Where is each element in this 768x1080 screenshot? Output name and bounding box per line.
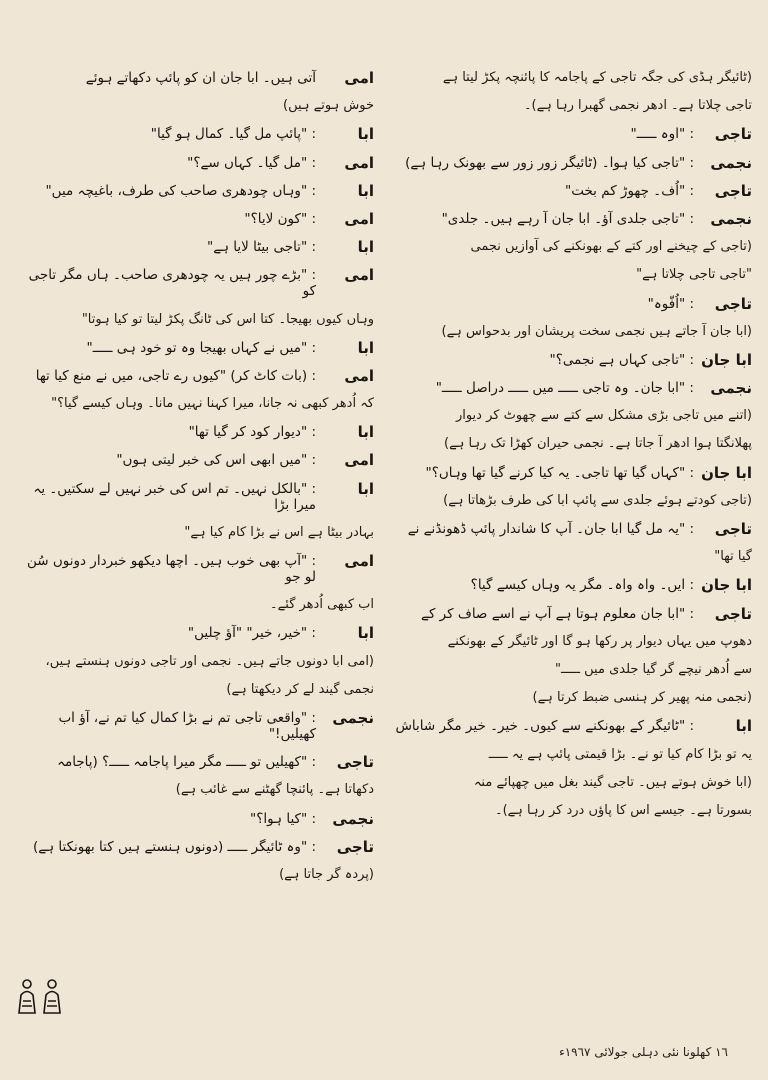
dialogue-text: : "اُف۔ چھوڑ کم بخت" [565, 182, 694, 199]
dialogue-line [14, 682, 374, 698]
dialogue-text: : "تاجی بیٹا لایا ہے" [206, 239, 316, 256]
stage-direction: (تاجی کودتے ہوئے جلدی سے پائپ ابا کی طرف بڑھاتا ہے) [443, 492, 752, 508]
speaker-name: تاجی [714, 125, 752, 144]
stage-direction: خوش ہوتے ہیں) [283, 98, 374, 114]
dialogue-line [14, 597, 374, 613]
dialogue-text: : "ابا جان۔ وہ تاجی ـــــ میں ـــــ دراصل ـــــ" [435, 380, 694, 397]
dialogue-text: آتی ہیں۔ ابا جان ان کو پائپ دکھاتے ہوئے [85, 70, 316, 86]
speaker-name: نجمی [332, 809, 374, 828]
stage-direction: (نجمی منہ پھیر کر ہنسی ضبط کرتا ہے) [532, 690, 752, 706]
dialogue-line [14, 396, 374, 412]
dialogue-line [14, 70, 374, 86]
speaker-name: تاجی [714, 604, 752, 623]
stage-direction: بہادر بیٹا ہے اس نے بڑا کام کیا ہے" [184, 524, 374, 540]
dialogue-text: : "تاجی کیا ہوا۔ (ٹائیگر زور زور سے بھونک رہا ہے) [405, 154, 694, 171]
stage-direction: (پردہ گر جاتا ہے) [279, 866, 374, 882]
stage-direction: (ٹائیگر ہڈی کی جگہ تاجی کے پاجامہ کا پائنچہ پکڑ لیتا ہے [442, 70, 752, 85]
speaker-name: ابا [357, 624, 374, 643]
left-column [14, 70, 374, 1000]
dialogue-line [392, 267, 752, 283]
dialogue-text: : "مل گیا۔ کہاں سے؟" [187, 154, 316, 171]
speaker-name: ابا [357, 125, 374, 144]
stage-direction: وہاں کیوں بھیجا۔ کتا اس کی ٹانگ پکڑ لیتا تو کیا ہوتا" [81, 311, 374, 327]
speaker-name: ابا [357, 338, 374, 357]
stage-direction: "تاجی تاجی چلاتا ہے" [636, 267, 752, 283]
speaker-name: تاجی [336, 753, 374, 772]
speaker-name: ابا [357, 238, 374, 257]
stage-direction: اب کبھی اُدھر گئے۔ [270, 597, 374, 613]
speaker-name: امی [344, 451, 374, 470]
dialogue-line [392, 803, 752, 819]
two-figures-ornament-icon [14, 975, 66, 1015]
dialogue-line [14, 525, 374, 541]
dialogue-text: : "وہاں چودھری صاحب کی طرف، باغیچہ میں" [45, 182, 316, 199]
dialogue-line [392, 155, 752, 171]
dialogue-line [392, 296, 752, 312]
dialogue-text: : (بات کاٹ کر) "کیوں رے تاجی، میں نے منع کیا تھا [35, 367, 316, 384]
speaker-name: تاجی [714, 294, 752, 313]
dialogue-text: : "ٹائیگر کے بھونکنے سے کیوں۔ خیر۔ خیر مگر شاباش [395, 718, 694, 735]
speaker-name: ابا جان [701, 350, 752, 369]
speaker-name: امی [344, 69, 374, 87]
dialogue-line [14, 481, 374, 513]
dialogue-text: : "کون لایا؟" [244, 210, 316, 227]
dialogue-line [14, 654, 374, 670]
speaker-name: نجمی [332, 708, 374, 727]
dialogue-text: : "آپ بھی خوب ہیں۔ اچھا دیکھو خبردار دونوں سُن لو جو [26, 553, 316, 585]
stage-direction: دکھاتا ہے۔ پائنچا گھٹنے سے غائب ہے) [175, 782, 374, 798]
speaker-name: نجمی [710, 153, 752, 172]
dialogue-line [14, 710, 374, 742]
dialogue-text: : "تاجی کہاں ہے نجمی؟" [549, 351, 694, 368]
stage-direction: (ابا جان آ جاتے ہیں نجمی سخت پریشان اور بدحواس ہے) [441, 323, 752, 339]
dialogue-line [14, 211, 374, 227]
dialogue-text: : "بڑے چور ہیں یہ چودھری صاحب۔ ہاں مگر تاجی کو [28, 267, 316, 300]
dialogue-line [392, 408, 752, 424]
speaker-name: امی [344, 366, 374, 385]
dialogue-text: : "بالکل نہیں۔ تم اس کی خبر نہیں لے سکتیں۔ یہ میرا بڑا [33, 480, 316, 513]
dialogue-text: : "وہ ٹائیگر ـــــ (دونوں ہنستے ہیں کتا بھونکتا ہے) [33, 838, 316, 855]
stage-direction: دھوپ میں یہاں دیوار پر رکھا ہو گا اور ٹائیگر کے بھونکنے [447, 633, 752, 649]
speaker-name: امی [344, 209, 374, 228]
dialogue-line [14, 811, 374, 827]
dialogue-line [392, 634, 752, 650]
dialogue-line [392, 211, 752, 227]
speaker-name: ابا [357, 479, 374, 498]
dialogue-line [14, 625, 374, 641]
dialogue-line [392, 521, 752, 537]
dialogue-line [14, 839, 374, 855]
dialogue-line [14, 754, 374, 770]
dialogue-line [392, 70, 752, 86]
dialogue-line [392, 324, 752, 340]
dialogue-line [392, 126, 752, 142]
dialogue-line [392, 465, 752, 481]
stage-direction: یہ تو بڑا کام کیا تو نے۔ بڑا قیمتی پائپ ہے یہ ـــــ [488, 746, 752, 762]
stage-direction: پھلانگتا ہوا ادھر آ جاتا ہے۔ نجمی حیران کھڑا تک رہا ہے) [444, 436, 752, 452]
stage-direction: (اتنے میں تاجی بڑی مشکل سے کتے سے چھوٹ کر دیوار [455, 408, 752, 424]
dialogue-line [14, 183, 374, 199]
speaker-name: امی [344, 552, 374, 570]
dialogue-text: : "کھیلیں تو ـــــ مگر میرا پاجامہ ـــــ؟ (پاجامہ [57, 754, 316, 771]
dialogue-text: : "اوہ ـــــ" [630, 126, 694, 143]
stage-direction: گیا تھا" [714, 549, 752, 565]
dialogue-line [392, 183, 752, 199]
dialogue-text: : "ابا جان معلوم ہوتا ہے آپ نے اسے صاف کر کے [421, 605, 694, 622]
dialogue-line [392, 549, 752, 565]
stage-direction: تاجی چلاتا ہے۔ ادھر نجمی گھبرا رہا ہے)۔ [523, 98, 752, 114]
dialogue-line [392, 690, 752, 706]
stage-direction: بسورتا ہے۔ جیسے اس کا پاؤں درد کر رہا ہے)۔ [494, 802, 752, 818]
speaker-name: ابا [357, 423, 374, 442]
dialogue-line [14, 155, 374, 171]
dialogue-text: : "خیر، خیر" "آؤ چلیں" [187, 625, 316, 642]
dialogue-line [14, 867, 374, 883]
dialogue-text: : "پائپ مل گیا۔ کمال ہو گیا" [150, 126, 316, 143]
dialogue-line [14, 98, 374, 114]
dialogue-line [392, 662, 752, 678]
speaker-name: تاجی [714, 181, 752, 200]
dialogue-line [392, 239, 752, 255]
dialogue-line [14, 368, 374, 384]
dialogue-line [14, 340, 374, 356]
dialogue-line [392, 747, 752, 763]
speaker-name: تاجی [336, 837, 374, 856]
dialogue-line [392, 718, 752, 734]
dialogue-line [14, 267, 374, 299]
dialogue-line [14, 126, 374, 142]
stage-direction: (ابا خوش ہوتے ہیں۔ تاجی گیند بغل میں چھپائے منہ [473, 774, 752, 790]
speaker-name: ابا جان [701, 576, 752, 595]
dialogue-line [14, 553, 374, 585]
page-footer: ١٦ کھلونا نئی دہلی جولائی ١٩٦٧ء [559, 1045, 728, 1059]
speaker-name: ابا جان [701, 463, 752, 482]
speaker-name: ابا [735, 717, 752, 736]
speaker-name: امی [344, 266, 374, 285]
dialogue-line [392, 352, 752, 368]
speaker-name: تاجی [714, 520, 752, 538]
speaker-name: نجمی [710, 379, 752, 398]
speaker-name: نجمی [710, 209, 752, 228]
dialogue-text: : "یہ مل گیا ابا جان۔ آپ کا شاندار پائپ ڈھونڈنے نے [407, 521, 694, 537]
dialogue-line [14, 239, 374, 255]
dialogue-text: : "واقعی تاجی تم نے بڑا کمال کیا تم نے، آؤ اب کھیلیں!" [58, 709, 316, 742]
dialogue-line [14, 452, 374, 468]
dialogue-text: : "تاجی جلدی آؤ۔ ابا جان آ رہے ہیں۔ جلدی" [441, 210, 694, 227]
stage-direction: (امی ابا دونوں جاتے ہیں۔ نجمی اور تاجی دونوں ہنستے ہیں، [45, 653, 374, 669]
stage-direction: سے اُدھر نیچے گر گیا جلدی میں ـــــ" [555, 661, 752, 677]
stage-direction: نجمی گیند لے کر دیکھتا ہے) [226, 681, 374, 697]
speaker-name: ابا [357, 181, 374, 200]
right-column [392, 70, 752, 1000]
dialogue-text: : "کہاں گیا تھا تاجی۔ یہ کیا کرنے گیا تھا وہاں؟" [425, 464, 694, 481]
dialogue-text: : "میں ابھی اس کی خبر لیتی ہوں" [116, 452, 316, 469]
dialogue-line [14, 782, 374, 798]
dialogue-text: : ایں۔ واہ واہ۔ مگر یہ وہاں کیسے گیا؟ [470, 577, 694, 594]
dialogue-line [392, 493, 752, 509]
stage-direction: (تاجی کے چیخنے اور کتے کے بھونکنے کی آوازیں نجمی [470, 239, 752, 255]
dialogue-text: : "دیوار کود کر گیا تھا" [188, 424, 316, 441]
dialogue-line [14, 312, 374, 328]
dialogue-line [392, 380, 752, 396]
dialogue-line [392, 436, 752, 452]
dialogue-line [392, 775, 752, 791]
stage-direction: کہ اُدھر کبھی نہ جانا، میرا کہنا نہیں مانا۔ وہاں کیسے گیا؟" [51, 396, 374, 412]
dialogue-line [14, 424, 374, 440]
dialogue-line [392, 577, 752, 593]
dialogue-line [392, 606, 752, 622]
dialogue-text: : "اُفّوہ" [647, 295, 694, 312]
speaker-name: امی [344, 153, 374, 172]
dialogue-text: : "کیا ہوا؟" [250, 810, 316, 827]
dialogue-text: : "میں نے کہاں بھیجا وہ تو خود ہی ـــــ" [86, 339, 316, 356]
dialogue-line [392, 98, 752, 114]
